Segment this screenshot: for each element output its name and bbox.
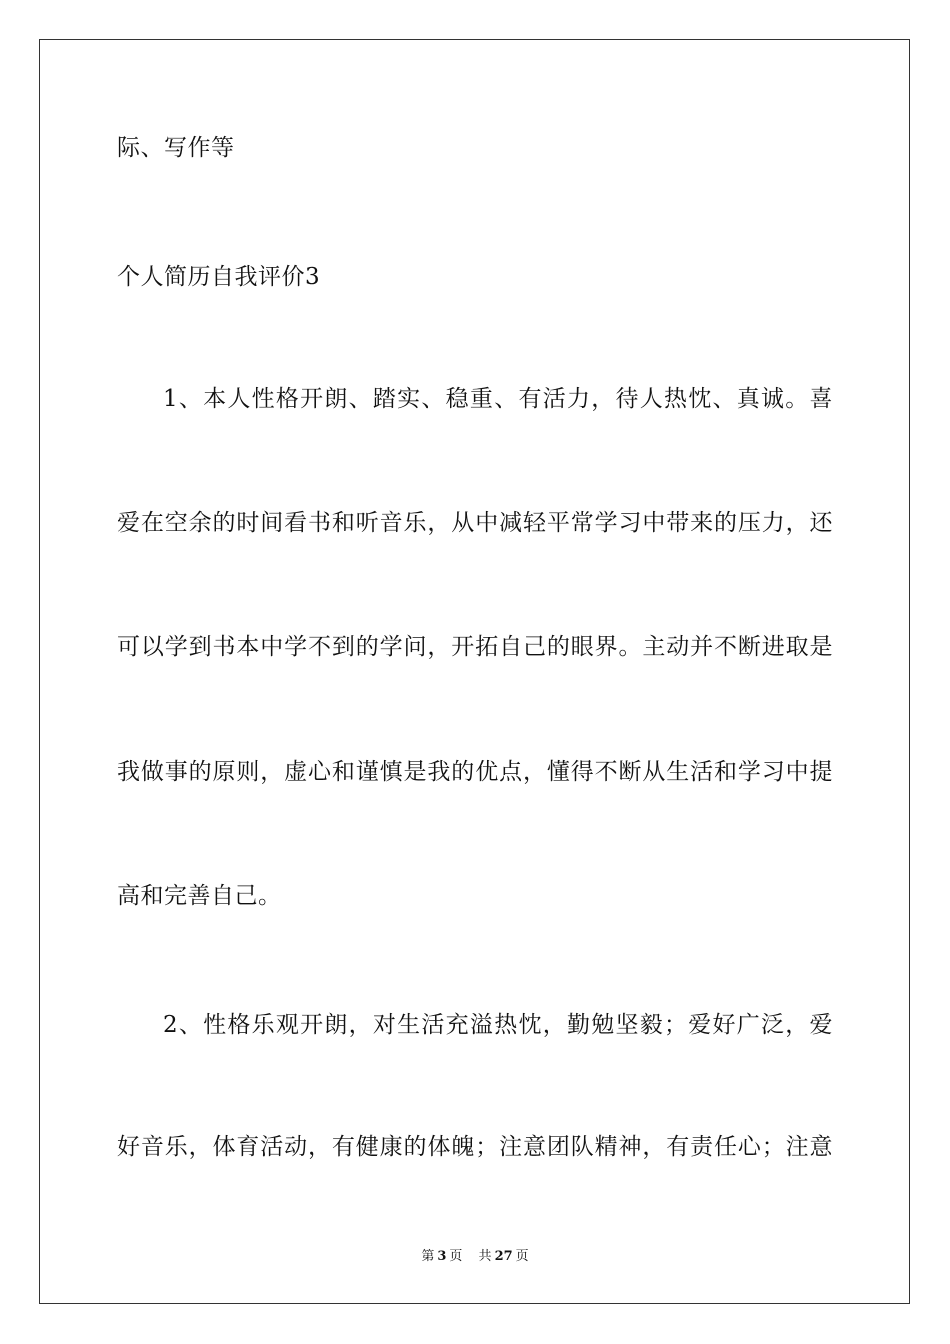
section-heading: 个人简历自我评价3 <box>117 264 321 290</box>
paragraph-line: 爱在空余的时间看书和听音乐，从中减轻平常学习中带来的压力，还 <box>117 510 833 536</box>
page-number: 3 <box>437 1249 447 1264</box>
paragraph-line: 可以学到书本中学不到的学问，开拓自己的眼界。主动并不断进取是 <box>117 634 833 660</box>
page-indicator <box>418 1249 465 1264</box>
paragraph-line: 1、本人性格开朗、踏实、稳重、有活力，待人热忱、真诚。喜 <box>163 386 833 412</box>
total-prefix: 共 <box>478 1249 492 1264</box>
page-suffix: 页 <box>449 1249 463 1264</box>
paragraph-line: 2、性格乐观开朗，对生活充溢热忱，勤勉坚毅；爱好广泛，爱 <box>163 1012 833 1038</box>
page-prefix: 第 <box>421 1249 435 1264</box>
page-footer <box>0 1248 950 1266</box>
paragraph-line: 我做事的原则，虚心和谨慎是我的优点，懂得不断从生活和学习中提 <box>117 759 833 785</box>
page-border <box>39 39 910 1304</box>
total-pages: 27 <box>494 1249 513 1264</box>
paragraph-line: 高和完善自己。 <box>117 883 282 909</box>
text-line: 际、写作等 <box>117 135 235 161</box>
paragraph-line: 好音乐，体育活动，有健康的体魄；注意团队精神，有责任心；注意 <box>117 1134 833 1160</box>
total-suffix: 页 <box>515 1249 529 1264</box>
total-indicator <box>476 1249 532 1264</box>
